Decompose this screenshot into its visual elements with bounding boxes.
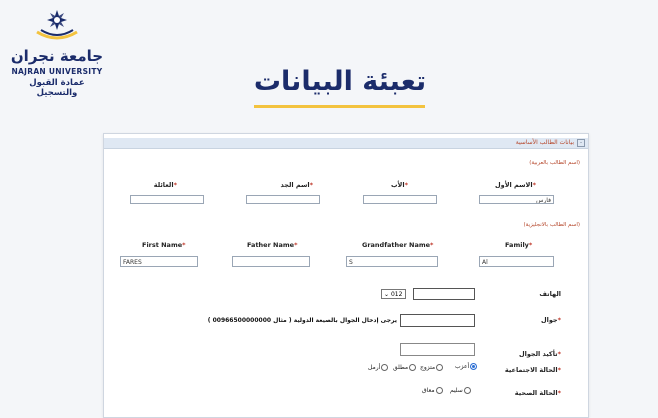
title-underline: [254, 105, 425, 108]
english-first-name-label: First Name*: [142, 241, 186, 249]
arabic-father-name-input[interactable]: [363, 195, 437, 204]
marital-radio-single[interactable]: أعزب: [455, 363, 477, 370]
mobile-confirm-input[interactable]: [400, 343, 475, 356]
health-status-label: *الحالة الصحية: [514, 389, 561, 397]
section-title: بيانات الطالب الأساسية: [515, 139, 574, 146]
student-data-form: [103, 133, 589, 418]
logo-deanship-name: عمادة القبول والتسجيل: [29, 78, 85, 98]
health-radio-disabled[interactable]: معاق: [422, 387, 443, 394]
arabic-family-name-label: *العائلة: [153, 181, 177, 189]
radio-icon: [436, 387, 443, 394]
arabic-grandfather-name-label: *اسم الجد: [280, 181, 313, 189]
phone-number-input[interactable]: [413, 288, 475, 300]
arabic-family-name-input[interactable]: [130, 195, 204, 204]
phone-area-code-select[interactable]: ⌄ 012: [381, 289, 406, 299]
english-father-name-input[interactable]: [232, 256, 310, 267]
mobile-format-hint: يرجى إدخال الجوال بالصيغة الدولية ( مثال 00966500000000 ): [207, 317, 397, 324]
logo-english-name: NAJRAN UNIVERSITY: [11, 67, 103, 76]
marital-radio-widowed[interactable]: أرمل: [368, 364, 388, 371]
page-title: تعبئة البيانات: [253, 66, 427, 97]
radio-icon: [436, 364, 443, 371]
arabic-first-name-label: *الاسم الأول: [495, 181, 536, 189]
health-radio-healthy[interactable]: سليم: [450, 387, 471, 394]
mobile-input[interactable]: [400, 314, 475, 327]
arabic-first-name-input[interactable]: فارس: [479, 195, 554, 204]
radio-icon: [464, 387, 471, 394]
radio-icon: [409, 364, 416, 371]
arabic-grandfather-name-input[interactable]: [246, 195, 320, 204]
english-family-name-input[interactable]: Al: [479, 256, 554, 267]
english-name-heading: (اسم الطالب بالانجليزية): [523, 222, 580, 228]
logo-emblem-icon: [32, 8, 82, 46]
marital-status-label: *الحالة الاجتماعية: [504, 366, 561, 374]
phone-label: الهاتف: [539, 290, 561, 298]
english-father-name-label: Father Name*: [247, 241, 298, 249]
radio-icon: [381, 364, 388, 371]
mobile-label: *جوال: [540, 316, 561, 324]
collapse-toggle-icon[interactable]: -: [577, 139, 585, 147]
arabic-name-heading: (اسم الطالب بالعربية): [529, 160, 580, 166]
english-first-name-input[interactable]: FARES: [120, 256, 198, 267]
english-grandfather-name-input[interactable]: S: [346, 256, 438, 267]
marital-radio-married[interactable]: متزوج: [420, 364, 443, 371]
radio-selected-icon: [470, 363, 477, 370]
marital-radio-divorced[interactable]: مطلق: [393, 364, 416, 371]
university-logo: [10, 8, 104, 96]
chevron-down-icon: ⌄: [384, 291, 390, 298]
english-family-name-label: Family*: [505, 241, 533, 249]
section-header-basic-info[interactable]: [104, 138, 588, 149]
english-grandfather-name-label: Grandfather Name*: [362, 241, 434, 249]
logo-arabic-name: جامعة نجران: [10, 47, 104, 65]
mobile-confirm-label: *تأكيد الجوال: [518, 350, 561, 358]
arabic-father-name-label: *الأب: [390, 181, 408, 189]
